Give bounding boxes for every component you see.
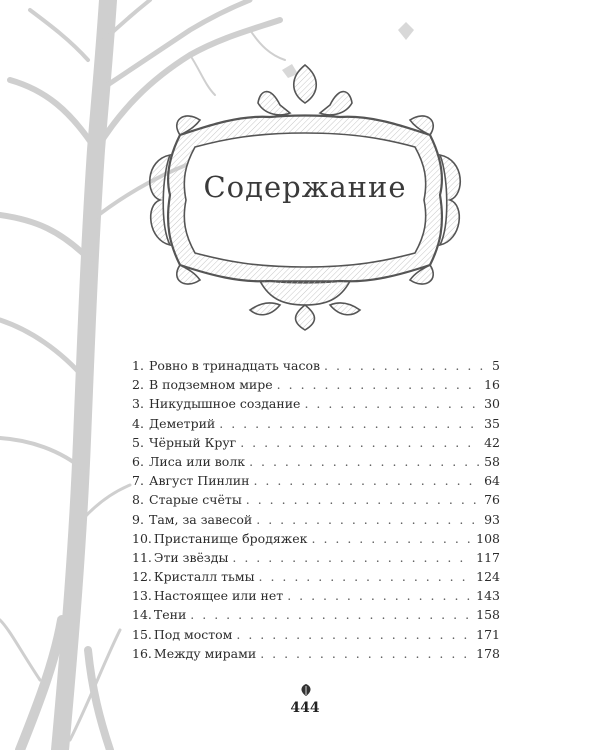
toc-entry xyxy=(132,510,500,529)
toc-entry-number: 15. xyxy=(132,626,152,642)
toc-entry xyxy=(132,625,500,644)
toc-entry-page: 117 xyxy=(476,549,500,565)
toc-leader-dots xyxy=(249,452,480,471)
toc-entry-title: Лиса или волк xyxy=(149,453,246,469)
toc-entry-title: Настоящее или нет xyxy=(153,588,284,604)
toc-entry-number: 10. xyxy=(132,530,152,546)
toc-leader-dots xyxy=(190,605,472,624)
toc-leader-dots xyxy=(324,356,488,375)
toc-entry-page: 178 xyxy=(476,645,500,661)
toc-entry-title: Август Пинлин xyxy=(149,473,250,489)
table-of-contents xyxy=(132,356,500,663)
toc-entry-number: 16. xyxy=(132,645,152,661)
toc-leader-dots xyxy=(246,490,480,509)
toc-entry-number: 2. xyxy=(132,377,144,393)
toc-entry-title: Эти звёзды xyxy=(153,549,229,565)
toc-entry xyxy=(132,375,500,394)
toc-entry xyxy=(132,644,500,663)
toc-entry-title: Чёрный Круг xyxy=(149,434,237,450)
toc-leader-dots xyxy=(240,433,480,452)
toc-entry-page: 16 xyxy=(484,377,500,393)
toc-entry xyxy=(132,490,500,509)
toc-entry-title: В подземном мире xyxy=(149,377,273,393)
toc-entry-page: 5 xyxy=(492,358,500,373)
page-title: Содержание xyxy=(203,170,407,204)
toc-entry-title: Между мирами xyxy=(153,645,257,661)
toc-leader-dots xyxy=(287,586,472,605)
toc-entry xyxy=(132,471,500,490)
toc-entry-page: 42 xyxy=(484,434,500,450)
toc-entry-page: 35 xyxy=(484,415,500,431)
toc-entry-number: 4. xyxy=(132,415,144,431)
toc-entry-number: 14. xyxy=(132,607,152,623)
toc-entry xyxy=(132,356,500,375)
toc-leader-dots xyxy=(312,529,473,548)
toc-entry-page: 124 xyxy=(476,569,500,585)
page-number: 444 xyxy=(290,700,320,716)
toc-entry xyxy=(132,529,500,548)
toc-entry-number: 5. xyxy=(132,434,144,450)
toc-entry-number: 13. xyxy=(132,588,152,604)
toc-entry-title: Старые счёты xyxy=(149,492,242,508)
toc-leader-dots xyxy=(232,548,472,567)
toc-entry-page: 64 xyxy=(484,473,500,489)
toc-entry xyxy=(132,605,500,624)
toc-entry-title: Тени xyxy=(153,607,187,623)
toc-leader-dots xyxy=(256,510,480,529)
toc-leader-dots xyxy=(219,414,480,433)
toc-entry-number: 1. xyxy=(132,358,144,373)
toc-entry xyxy=(132,548,500,567)
toc-leader-dots xyxy=(277,375,480,394)
toc-leader-dots xyxy=(253,471,480,490)
toc-entry xyxy=(132,452,500,471)
toc-entry-title: Никудышное создание xyxy=(149,396,301,412)
toc-entry-title: Пристанище бродяжек xyxy=(153,530,308,546)
toc-entry-page: 143 xyxy=(476,588,500,604)
toc-entry xyxy=(132,394,500,413)
toc-entry xyxy=(132,414,500,433)
toc-entry-number: 11. xyxy=(132,549,152,565)
toc-entry-page: 158 xyxy=(476,607,500,623)
toc-entry-title: Кристалл тьмы xyxy=(153,569,255,585)
toc-entry-title: Там, за завесой xyxy=(149,511,253,527)
leaf-ornament-icon xyxy=(297,683,315,697)
toc-entry-number: 7. xyxy=(132,473,144,489)
toc-entry-number: 8. xyxy=(132,492,144,508)
toc-entry-page: 76 xyxy=(484,492,500,508)
toc-entry xyxy=(132,433,500,452)
toc-entry-page: 30 xyxy=(484,396,500,412)
toc-leader-dots xyxy=(260,644,472,663)
toc-leader-dots xyxy=(259,567,473,586)
toc-entry-page: 108 xyxy=(476,530,500,546)
toc-entry-number: 6. xyxy=(132,453,144,469)
toc-entry-page: 171 xyxy=(476,626,500,642)
toc-entry-title: Деметрий xyxy=(149,415,216,431)
toc-entry-title: Под мостом xyxy=(153,626,233,642)
toc-entry-number: 3. xyxy=(132,396,144,412)
toc-entry-page: 93 xyxy=(484,511,500,527)
toc-entry-number: 12. xyxy=(132,569,152,585)
toc-entry xyxy=(132,567,500,586)
toc-entry xyxy=(132,586,500,605)
toc-entry-number: 9. xyxy=(132,511,144,527)
toc-entry-page: 58 xyxy=(484,453,500,469)
toc-leader-dots xyxy=(236,625,472,644)
toc-leader-dots xyxy=(304,394,480,413)
toc-entry-title: Ровно в тринадцать часов xyxy=(149,358,321,373)
